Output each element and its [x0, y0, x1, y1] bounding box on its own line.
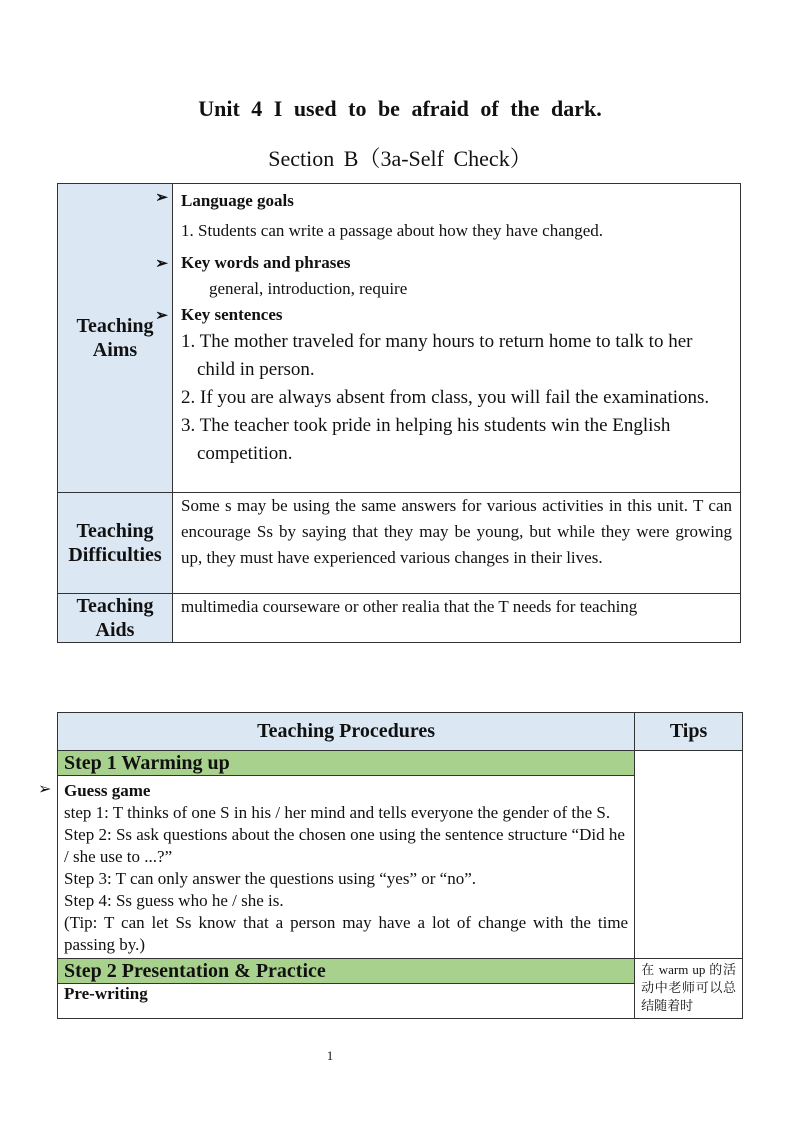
teaching-aids-row: [58, 594, 741, 643]
key-words-heading: Key words and phrases: [181, 253, 351, 272]
procedures-header-row: [58, 713, 743, 751]
teaching-aims-label: [58, 184, 173, 493]
step2-title: Step 2 Presentation & Practice: [58, 959, 635, 984]
label-line: Aims: [92, 339, 138, 361]
key-sentences-heading: Key sentences: [181, 305, 283, 324]
teaching-difficulties-label: [58, 493, 173, 594]
bullet-arrow-icon: ➢: [155, 190, 168, 206]
step1-title: Step 1 Warming up: [58, 751, 635, 776]
step2-tips-cell: 在 warm up 的活动中老师可以总结随着时: [635, 959, 743, 1019]
teaching-difficulties-row: [58, 493, 741, 594]
page-subtitle: Section B（3a-Self Check）: [268, 146, 532, 171]
step-line: Step 4: Ss guess who he / she is.: [64, 891, 284, 910]
page-title: Unit 4 I used to be afraid of the dark.: [198, 96, 602, 121]
teaching-procedures-table: [57, 712, 743, 1019]
label-line: Teaching: [76, 315, 154, 337]
step1-tips-cell: [635, 751, 743, 959]
label-line: Aids: [95, 619, 135, 641]
bullet-arrow-icon: ➢: [155, 256, 168, 272]
step-line: step 1: T thinks of one S in his / her mind and tells everyone the gender of the S.: [64, 803, 611, 822]
step-line: Step 2: Ss ask questions about the chosen one using the sentence structure “Did he / she use to ...?”: [64, 825, 625, 866]
tips-header: Tips: [635, 713, 743, 751]
step-line: (Tip: T can let Ss know that a person may have a lot of change with the time passing by.): [64, 913, 629, 954]
key-sentence-item: 2. If you are always absent from class, you will fail the examinations.: [181, 387, 710, 408]
step1-header-row: [58, 751, 743, 776]
teaching-aims-row: [58, 184, 741, 493]
step1-content: [58, 776, 635, 959]
teaching-difficulties-content: Some s may be using the same answers for various activities in this unit. T can encourage Ss by saying that they may be young, but while they were growing up, they must have experienced various changes in their lives.: [173, 493, 741, 594]
key-words-list: general, introduction, require: [209, 279, 408, 298]
pre-writing-label: Pre-writing: [58, 984, 635, 1019]
label-line: Teaching: [76, 595, 154, 617]
teaching-aids-label: [58, 594, 173, 643]
bullet-arrow-icon: ➢: [38, 781, 52, 798]
step2-header-row: [58, 959, 743, 984]
label-line: Difficulties: [68, 544, 162, 566]
step-line: Step 3: T can only answer the questions using “yes” or “no”.: [64, 869, 477, 888]
language-goals-heading: Language goals: [181, 191, 294, 210]
teaching-aids-content: multimedia courseware or other realia that the T needs for teaching: [173, 594, 741, 643]
key-sentence-item: 1. The mother traveled for many hours to return home to talk to her child in person.: [181, 331, 693, 380]
teaching-aims-content: [173, 184, 741, 493]
page-number: 1: [326, 1048, 334, 1063]
teaching-plan-table: [57, 183, 741, 643]
guess-game-heading: Guess game: [64, 781, 151, 800]
procedures-header: Teaching Procedures: [58, 713, 635, 751]
key-sentence-item: 3. The teacher took pride in helping his students win the English competition.: [181, 415, 671, 464]
bullet-arrow-icon: ➢: [155, 308, 168, 324]
label-line: Teaching: [76, 520, 154, 542]
language-goal-item: 1. Students can write a passage about how they have changed.: [181, 221, 604, 240]
